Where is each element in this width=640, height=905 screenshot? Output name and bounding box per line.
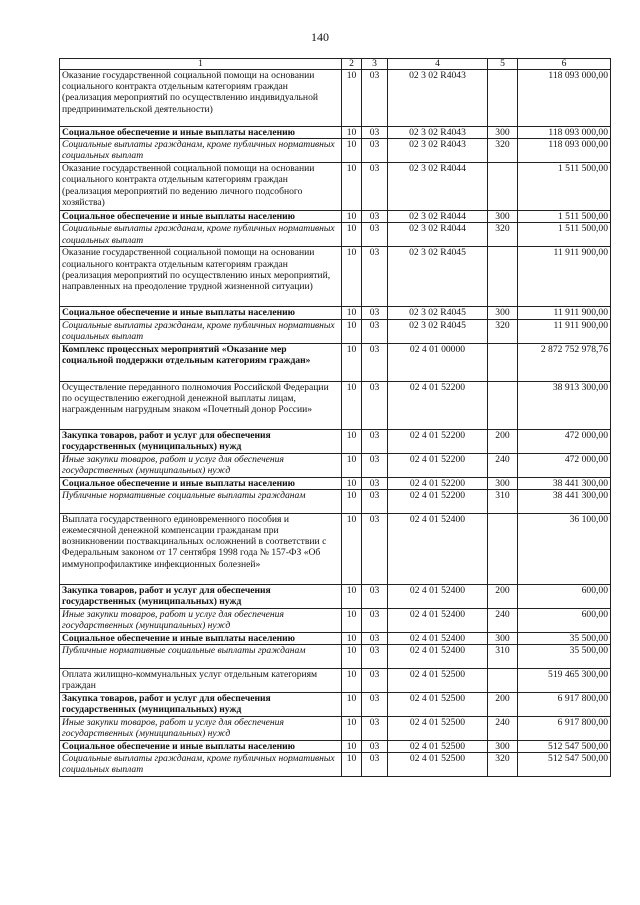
amount-value: 519 465 300,00 [518,669,611,693]
subsection-code: 03 [362,513,388,584]
amount-value: 38 441 300,00 [518,477,611,489]
section-code: 10 [342,753,362,777]
row-name: Закупка товаров, работ и услуг для обеспечения государственных (муниципальных) нужд [60,693,342,717]
section-code: 10 [342,139,362,163]
column-header: 5 [488,59,518,70]
table-body [60,70,611,777]
target-article-code: 02 4 01 52400 [388,513,488,584]
target-article-code: 02 3 02 R4045 [388,319,488,343]
row-name: Оказание государственной социальной помощи на основании социального контракта отдельным категориям граждан (реализация мероприятий по осуществлению иных мероприятий, направленных на преодоление трудной жизненной ситуации) [60,247,342,307]
expense-type-code [488,163,518,211]
section-code: 10 [342,693,362,717]
table-row [60,211,611,223]
expense-type-code [488,381,518,429]
row-name: Иные закупки товаров, работ и услуг для обеспечения государственных (муниципальных) нужд [60,453,342,477]
column-header: 6 [518,59,611,70]
table-row [60,632,611,644]
section-code: 10 [342,513,362,584]
table-row [60,70,611,127]
target-article-code: 02 3 02 R4045 [388,307,488,319]
table-row [60,608,611,632]
expense-type-code: 240 [488,608,518,632]
target-article-code: 02 4 01 52500 [388,669,488,693]
row-name: Социальные выплаты гражданам, кроме публичных нормативных социальных выплат [60,139,342,163]
subsection-code: 03 [362,70,388,127]
table-row [60,741,611,753]
section-code: 10 [342,343,362,381]
target-article-code: 02 4 01 52200 [388,477,488,489]
amount-value: 2 872 752 978,76 [518,343,611,381]
section-code: 10 [342,741,362,753]
table-row [60,429,611,453]
row-name: Социальные выплаты гражданам, кроме публичных нормативных социальных выплат [60,223,342,247]
row-name: Социальное обеспечение и иные выплаты населению [60,127,342,139]
table-row [60,753,611,777]
target-article-code: 02 4 01 52200 [388,453,488,477]
table-row [60,477,611,489]
amount-value: 1 511 500,00 [518,223,611,247]
row-name: Оказание государственной социальной помощи на основании социального контракта отдельным категориям граждан (реализация мероприятий по осуществлению индивидуальной предпринимательской деятельности) [60,70,342,127]
row-name: Оказание государственной социальной помощи на основании социального контракта отдельным категориям граждан (реализация мероприятий по ведению личного подсобного хозяйства) [60,163,342,211]
target-article-code: 02 4 01 52400 [388,584,488,608]
target-article-code: 02 4 01 52400 [388,632,488,644]
expense-type-code [488,247,518,307]
section-code: 10 [342,584,362,608]
table-row [60,584,611,608]
amount-value: 600,00 [518,584,611,608]
table-row [60,717,611,741]
section-code: 10 [342,429,362,453]
amount-value: 1 511 500,00 [518,211,611,223]
section-code: 10 [342,381,362,429]
amount-value: 512 547 500,00 [518,753,611,777]
section-code: 10 [342,319,362,343]
column-header: 4 [388,59,488,70]
target-article-code: 02 3 02 R4045 [388,247,488,307]
section-code: 10 [342,211,362,223]
row-name: Социальные выплаты гражданам, кроме публичных нормативных социальных выплат [60,319,342,343]
row-name: Социальные выплаты гражданам, кроме публичных нормативных социальных выплат [60,753,342,777]
page-number: 140 [311,30,329,44]
expense-type-code: 300 [488,211,518,223]
table-row [60,381,611,429]
row-name: Социальное обеспечение и иные выплаты населению [60,477,342,489]
expense-type-code: 300 [488,632,518,644]
section-code: 10 [342,717,362,741]
target-article-code: 02 3 02 R4043 [388,127,488,139]
row-name: Иные закупки товаров, работ и услуг для обеспечения государственных (муниципальных) нужд [60,608,342,632]
subsection-code: 03 [362,489,388,513]
section-code: 10 [342,453,362,477]
subsection-code: 03 [362,381,388,429]
table-row [60,645,611,669]
row-name: Публичные нормативные социальные выплаты гражданам [60,489,342,513]
table-row [60,163,611,211]
subsection-code: 03 [362,608,388,632]
subsection-code: 03 [362,247,388,307]
amount-value: 472 000,00 [518,453,611,477]
column-header: 2 [342,59,362,70]
subsection-code: 03 [362,343,388,381]
subsection-code: 03 [362,429,388,453]
row-name: Публичные нормативные социальные выплаты гражданам [60,645,342,669]
table-row [60,247,611,307]
amount-value: 118 093 000,00 [518,139,611,163]
amount-value: 6 917 800,00 [518,717,611,741]
target-article-code: 02 3 02 R4044 [388,163,488,211]
row-name: Иные закупки товаров, работ и услуг для обеспечения государственных (муниципальных) нужд [60,717,342,741]
section-code: 10 [342,608,362,632]
target-article-code: 02 3 02 R4044 [388,211,488,223]
amount-value: 600,00 [518,608,611,632]
target-article-code: 02 4 01 52200 [388,381,488,429]
row-name: Закупка товаров, работ и услуг для обеспечения государственных (муниципальных) нужд [60,429,342,453]
subsection-code: 03 [362,319,388,343]
row-name: Социальное обеспечение и иные выплаты населению [60,211,342,223]
amount-value: 11 911 900,00 [518,307,611,319]
amount-value: 35 500,00 [518,645,611,669]
amount-value: 6 917 800,00 [518,693,611,717]
section-code: 10 [342,632,362,644]
amount-value: 512 547 500,00 [518,741,611,753]
section-code: 10 [342,307,362,319]
target-article-code: 02 4 01 52400 [388,645,488,669]
expense-type-code: 300 [488,307,518,319]
table-row [60,127,611,139]
row-name: Закупка товаров, работ и услуг для обеспечения государственных (муниципальных) нужд [60,584,342,608]
expense-type-code: 240 [488,717,518,741]
subsection-code: 03 [362,669,388,693]
target-article-code: 02 4 01 52500 [388,693,488,717]
expense-type-code [488,669,518,693]
row-name: Социальное обеспечение и иные выплаты населению [60,632,342,644]
target-article-code: 02 4 01 52200 [388,489,488,513]
target-article-code: 02 4 01 52500 [388,741,488,753]
amount-value: 1 511 500,00 [518,163,611,211]
target-article-code: 02 3 02 R4043 [388,70,488,127]
expense-type-code: 200 [488,584,518,608]
section-code: 10 [342,223,362,247]
subsection-code: 03 [362,693,388,717]
row-name: Оплата жилищно-коммунальных услуг отдельным категориям граждан [60,669,342,693]
subsection-code: 03 [362,127,388,139]
table-row [60,307,611,319]
amount-value: 11 911 900,00 [518,247,611,307]
amount-value: 35 500,00 [518,632,611,644]
target-article-code: 02 4 01 52200 [388,429,488,453]
subsection-code: 03 [362,753,388,777]
target-article-code: 02 4 01 52500 [388,717,488,741]
target-article-code: 02 4 01 52500 [388,753,488,777]
table-row [60,223,611,247]
expense-type-code: 200 [488,429,518,453]
section-code: 10 [342,477,362,489]
subsection-code: 03 [362,584,388,608]
subsection-code: 03 [362,632,388,644]
subsection-code: 03 [362,741,388,753]
section-code: 10 [342,669,362,693]
subsection-code: 03 [362,139,388,163]
subsection-code: 03 [362,717,388,741]
subsection-code: 03 [362,163,388,211]
section-code: 10 [342,645,362,669]
amount-value: 118 093 000,00 [518,70,611,127]
section-code: 10 [342,489,362,513]
column-number-row [60,59,611,70]
expense-type-code: 320 [488,753,518,777]
expense-type-code: 300 [488,127,518,139]
section-code: 10 [342,163,362,211]
expense-type-code [488,70,518,127]
subsection-code: 03 [362,307,388,319]
amount-value: 38 441 300,00 [518,489,611,513]
row-name: Социальное обеспечение и иные выплаты населению [60,307,342,319]
table-row [60,489,611,513]
expense-type-code: 310 [488,645,518,669]
row-name: Осуществление переданного полномочия Российской Федерации по осуществлению ежегодной денежной выплаты лицам, награжденным нагрудным знаком «Почетный донор России» [60,381,342,429]
table-row [60,453,611,477]
table-row [60,343,611,381]
amount-value: 36 100,00 [518,513,611,584]
table-row [60,669,611,693]
amount-value: 118 093 000,00 [518,127,611,139]
table-row [60,319,611,343]
expense-type-code: 310 [488,489,518,513]
expense-type-code: 200 [488,693,518,717]
expense-type-code [488,513,518,584]
section-code: 10 [342,70,362,127]
expense-type-code: 300 [488,741,518,753]
budget-table [59,58,611,777]
target-article-code: 02 4 01 52400 [388,608,488,632]
column-header: 3 [362,59,388,70]
target-article-code: 02 4 01 00000 [388,343,488,381]
expense-type-code: 320 [488,319,518,343]
subsection-code: 03 [362,211,388,223]
section-code: 10 [342,247,362,307]
expense-type-code: 240 [488,453,518,477]
row-name: Комплекс процессных мероприятий «Оказание мер социальной поддержки отдельным категориям граждан» [60,343,342,381]
row-name: Выплата государственного единовременного пособия и ежемесячной денежной компенсации гражданам при возникновении поствакцинальных осложнений в соответствии с Федеральным законом от 17 сентября 1998 года № 157-ФЗ «Об иммунопрофилактике инфекционных болезней» [60,513,342,584]
amount-value: 11 911 900,00 [518,319,611,343]
expense-type-code: 320 [488,223,518,247]
target-article-code: 02 3 02 R4043 [388,139,488,163]
expense-type-code [488,343,518,381]
subsection-code: 03 [362,453,388,477]
subsection-code: 03 [362,223,388,247]
table-row [60,513,611,584]
subsection-code: 03 [362,477,388,489]
expense-type-code: 320 [488,139,518,163]
amount-value: 38 913 300,00 [518,381,611,429]
table-row [60,693,611,717]
subsection-code: 03 [362,645,388,669]
table-row [60,139,611,163]
row-name: Социальное обеспечение и иные выплаты населению [60,741,342,753]
expense-type-code: 300 [488,477,518,489]
amount-value: 472 000,00 [518,429,611,453]
section-code: 10 [342,127,362,139]
target-article-code: 02 3 02 R4044 [388,223,488,247]
column-header: 1 [60,59,342,70]
